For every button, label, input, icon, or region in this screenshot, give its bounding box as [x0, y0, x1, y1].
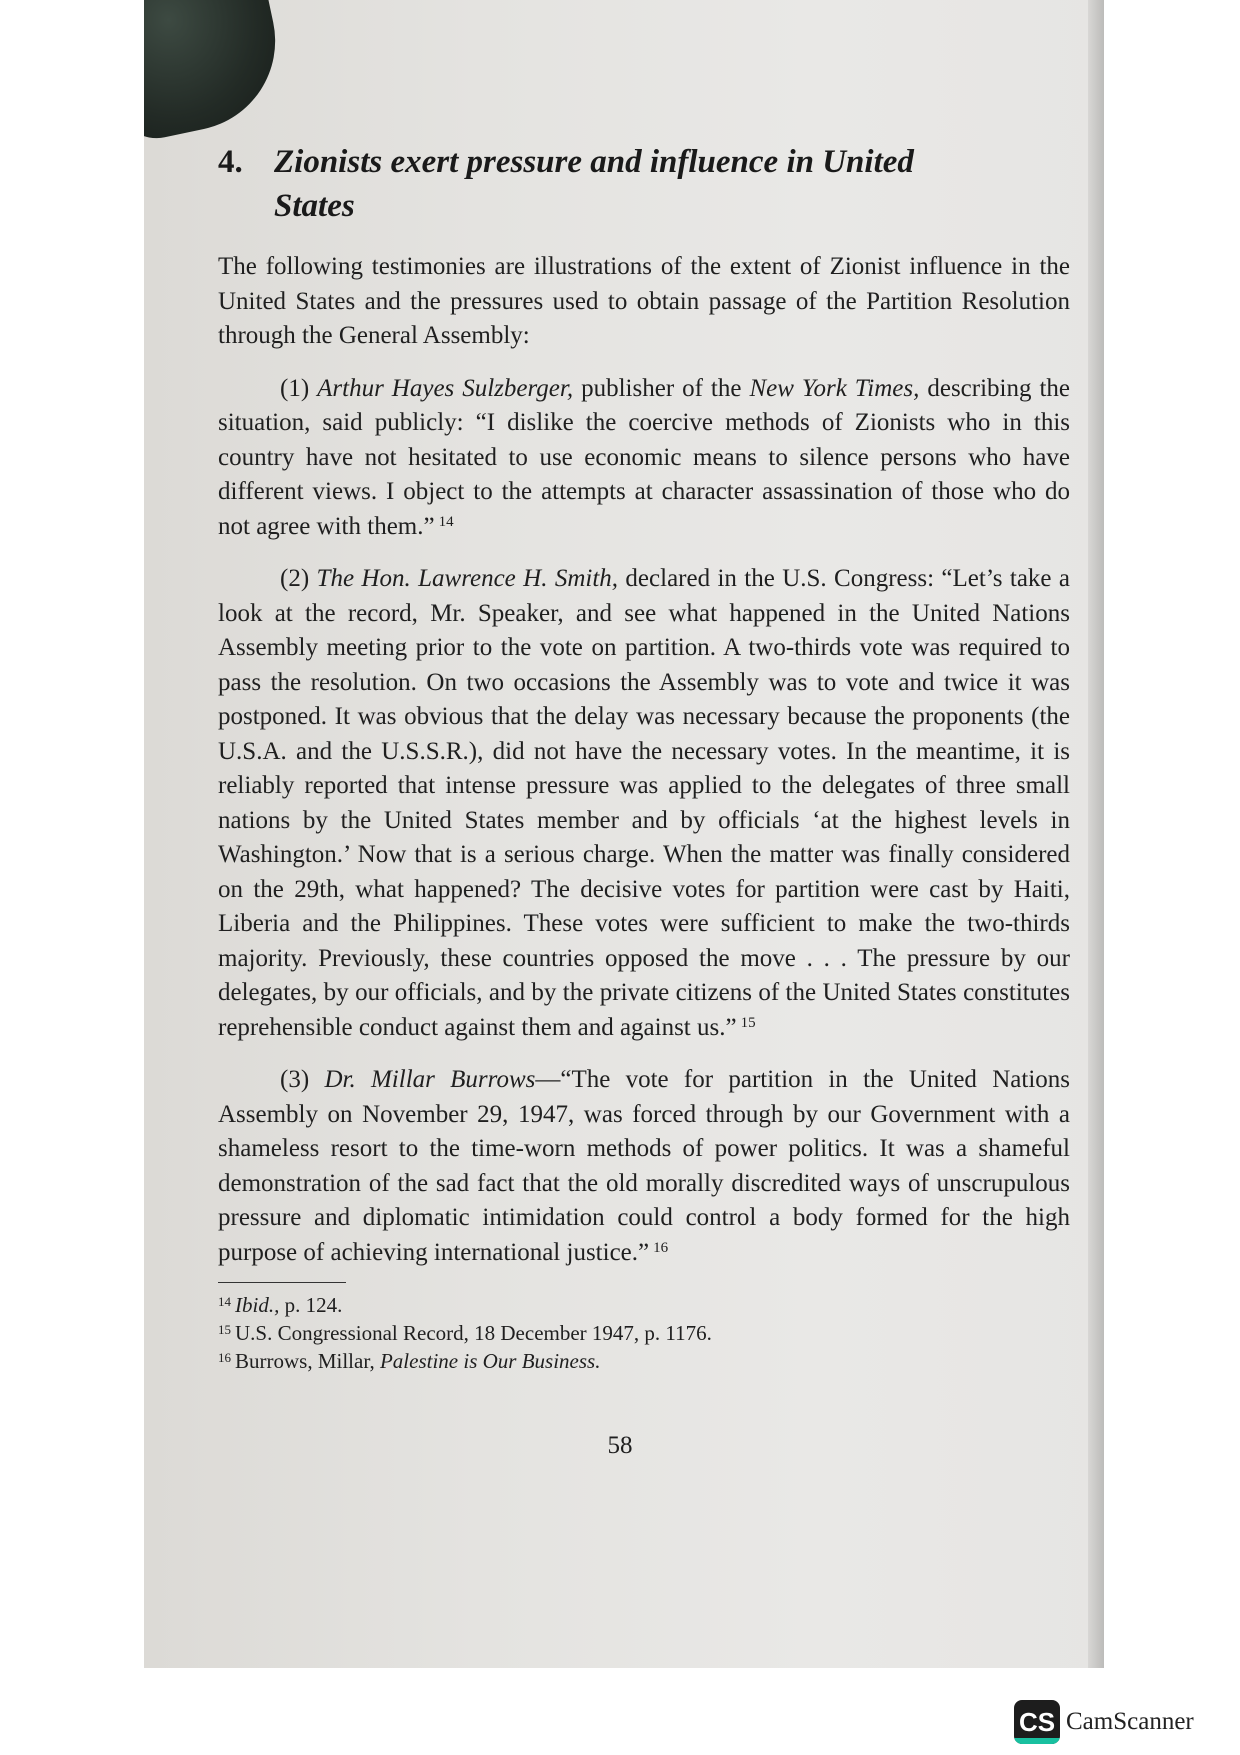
- section-number: 4.: [218, 144, 243, 180]
- testimony-marker: (3): [280, 1066, 310, 1093]
- testimony-person: The Hon. Lawrence H. Smith,: [316, 565, 619, 592]
- page-content: [218, 140, 1070, 1375]
- footnote-divider: [218, 1282, 346, 1283]
- intro-paragraph: The following testimonies are illustrations of the extent of Zionist influence in the United States and the pressures used to obtain passage of the Partition Resolution through the General Assembly:: [218, 253, 1070, 349]
- newspaper-title: New York Times,: [749, 374, 920, 402]
- footnote-text: Burrows, Millar,: [235, 1349, 380, 1373]
- testimony-text: declared in the U.S. Congress: “Let’s take a look at the record, Mr. Speaker, and see what happened in the United Nations Assembly meeting prior to the vote on partition. A two-thirds vote was required to pass the resolution. On two occasions the Assembly was to vote and twice it was postponed. It was obvious that the delay was necessary because the proponents (the U.S.A. and the U.S.S.R.), did not have the necessary votes. In the meantime, it is reliably reported that intense pressure was applied to the delegates of three small nations by the United States member and by officials ‘at the highest levels in Washington.’ Now that is a serious charge. When the matter was finally considered on the 29th, what happened? The decisive votes for partition were cast by Haiti, Liberia and the Philippines. These votes were sufficient to make the two-thirds majority. Previously, these countries opposed the move . . . The pressure by our delegates, by our officials, and by the private citizens of the United States constitutes reprehensible conduct against them and against us.”: [218, 565, 1071, 1041]
- testimony-marker: (2): [280, 565, 310, 592]
- footnote-text: p. 124.: [279, 1293, 343, 1317]
- footnote-italic: Ibid.,: [235, 1293, 280, 1317]
- footnote-number: 16: [218, 1350, 231, 1365]
- footnote-text: U.S. Congressional Record, 18 December 1947, p. 1176.: [235, 1321, 712, 1345]
- testimony-2: [218, 562, 1070, 1045]
- camscanner-name: CamScanner: [1066, 1708, 1194, 1735]
- testimony-text: publisher of the: [573, 374, 750, 402]
- testimony-person: Dr. Millar Burrows: [324, 1066, 536, 1093]
- testimony-marker: (1): [280, 374, 310, 402]
- testimony-person: Arthur Hayes Sulzberger,: [317, 374, 574, 402]
- footnote-ref: 14: [438, 513, 454, 530]
- footnote-ref: 15: [740, 1014, 756, 1031]
- footnote-16: [218, 1347, 1070, 1375]
- section-heading: [218, 140, 1070, 228]
- footnote-number: 15: [218, 1322, 231, 1337]
- footnote-number: 14: [218, 1294, 231, 1309]
- testimony-1: [218, 372, 1070, 545]
- testimony-text: describing the situation, said publicly: “I dislike the coercive methods of Zionists who in this country have not hesitated to use economic means to silence persons who have different views. I object to the attempts at character assassination of those who do not agree with them.”: [218, 374, 1071, 540]
- section-title: Zionists exert pressure and influence in United States: [274, 144, 914, 224]
- footnote-book-title: Palestine is Our Business.: [379, 1349, 601, 1373]
- testimony-text: —“The vote for partition in the United Nations Assembly on November 29, 1947, was forced through by our Government with a shameless resort to the time-worn methods of power politics. It was a shameful demonstration of the sad fact that the old morally discredited ways of unscrupulous pressure and diplomatic intimidation could control a body formed for the high purpose of achieving international justice.”: [218, 1066, 1070, 1266]
- testimony-3: [218, 1063, 1070, 1270]
- footnote-ref: 16: [653, 1239, 669, 1256]
- footnote-14: [218, 1291, 1070, 1319]
- page-edge: [1088, 0, 1104, 1668]
- camscanner-logo-icon: CS: [1014, 1700, 1060, 1744]
- thumb-shadow: [144, 0, 292, 146]
- page-number: 58: [607, 1432, 633, 1459]
- footnote-15: [218, 1319, 1070, 1347]
- camscanner-watermark: [1014, 1700, 1194, 1744]
